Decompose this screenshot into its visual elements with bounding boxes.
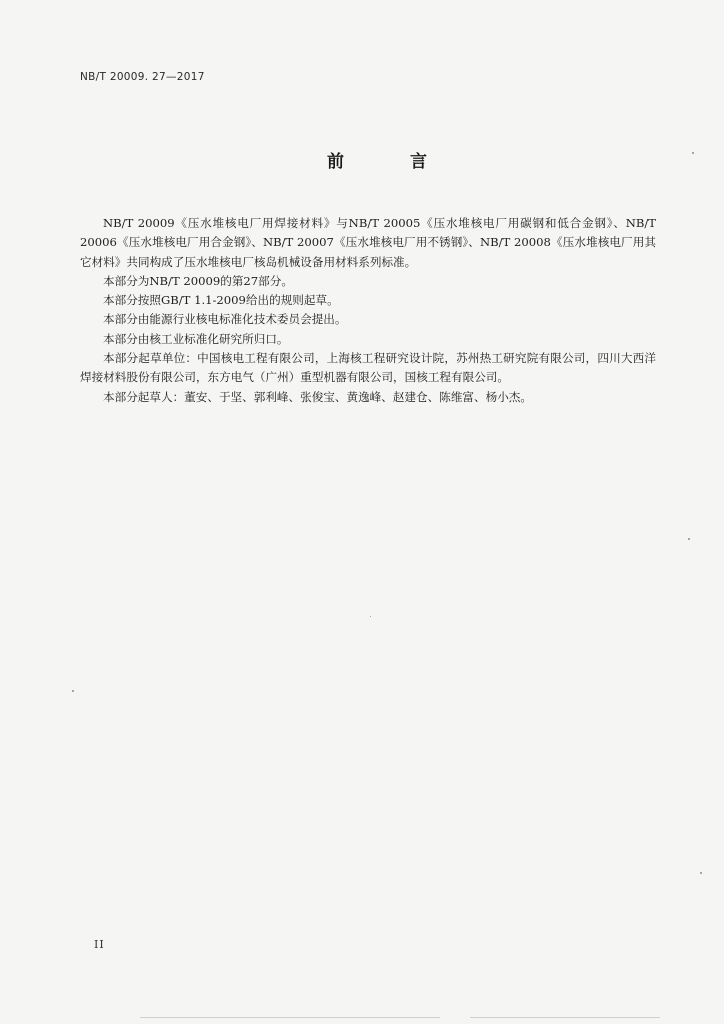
scan-speck	[72, 690, 74, 692]
page-title: 前 言	[327, 152, 457, 172]
scan-speck	[688, 538, 690, 540]
standard-code-header: NB/T 20009. 27—2017	[80, 71, 205, 83]
paragraph-centralized-by: 本部分由核工业标准化研究所归口。	[103, 331, 289, 346]
foreword-body	[80, 214, 656, 407]
paragraph-series-description: NB/T 20009《压水堆核电厂用焊接材料》与NB/T 20005《压水堆核电厂用碳钢和低合金钢》、NB/T 20006《压水堆核电厂用合金钢》、NB/T 20007《压水堆核电厂用不锈钢》、NB/T 20008《压水堆核电厂用其它材料》共同构成了压水堆核电厂核岛机械设备用材料系列标准。	[80, 216, 656, 269]
paragraph-part-number: 本部分为NB/T 20009的第27部分。	[103, 273, 293, 288]
scan-speck	[370, 616, 371, 617]
paragraph-proposed-by: 本部分由能源行业核电标准化技术委员会提出。	[103, 312, 347, 327]
scan-edge-line	[140, 1017, 440, 1018]
page-number: II	[94, 938, 105, 951]
scan-edge-line	[470, 1017, 660, 1018]
paragraph-drafters: 本部分起草人：董安、于坚、郭利峰、张俊宝、黄逸峰、赵建仓、陈维富、杨小杰。	[103, 389, 532, 404]
paragraph-drafting-rules: 本部分按照GB/T 1.1-2009给出的规则起草。	[103, 293, 339, 308]
paragraph-drafting-units: 本部分起草单位：中国核电工程有限公司，上海核工程研究设计院，苏州热工研究院有限公司，四川大西洋焊接材料股份有限公司，东方电气（广州）重型机器有限公司，国核工程有限公司。	[80, 351, 656, 385]
scan-speck	[692, 152, 694, 154]
scan-speck	[700, 872, 702, 874]
